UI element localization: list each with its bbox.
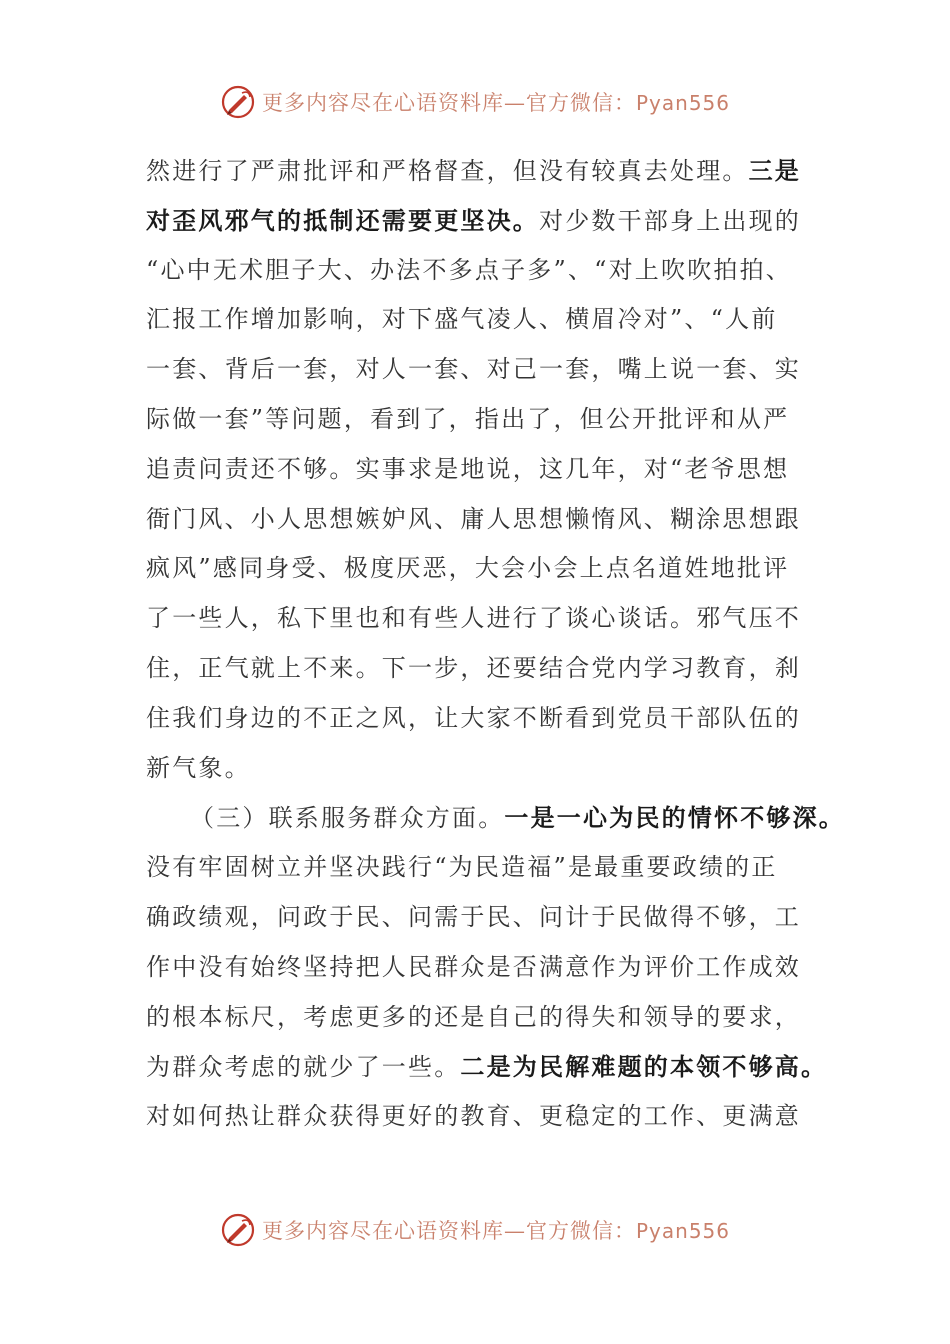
bold-heading: 对歪风邪气的抵制还需要更坚决。	[146, 205, 539, 235]
body-line: 疯风”感同身受、极度厌恶，大会小会上点名道姓地批评	[146, 554, 790, 583]
section-heading-line: （三）联系服务群众方面。一是一心为民的情怀不够深。	[190, 803, 846, 833]
bold-heading: 二是为民解难题的本领不够高。	[460, 1052, 828, 1082]
footer-brand	[262, 1215, 730, 1245]
body-line: 住我们身边的不正之风，让大家不断看到党员干部队伍的	[146, 703, 801, 732]
pen-logo-icon	[220, 1212, 256, 1248]
body-line: 确政绩观，问政于民、问需于民、问计于民做得不够，工	[146, 902, 801, 931]
body-line: 际做一套”等问题，看到了，指出了，但公开批评和从严	[146, 404, 790, 433]
body-line: 没有牢固树立并坚决践行“为民造福”是最重要政绩的正	[146, 853, 778, 882]
header-banner	[0, 80, 950, 124]
body-line: 追责问责还不够。实事求是地说，这几年，对“老爷思想	[146, 454, 790, 483]
header-wechat-id: Pyan556	[635, 91, 730, 115]
body-line: 汇报工作增加影响，对下盛气凌人、横眉冷对”、“人前	[146, 305, 778, 334]
footer-brand-text: 更多内容尽在心语资料库—官方微信：	[261, 1219, 636, 1243]
body-line: 的根本标尺，考虑更多的还是自己的得失和领导的要求，	[146, 1002, 801, 1031]
body-line: 新气象。	[146, 753, 251, 782]
document-body	[146, 146, 846, 1142]
body-line: 住，正气就上不来。下一步，还要结合党内学习教育，刹	[146, 653, 801, 682]
pen-logo-icon	[220, 84, 256, 120]
header-brand-text: 更多内容尽在心语资料库—官方微信：	[261, 91, 636, 115]
header-brand	[262, 87, 730, 117]
body-line: 了一些人，私下里也和有些人进行了谈心谈话。邪气压不	[146, 604, 801, 633]
body-line: “心中无术胆子大、办法不多点子多”、“对上吹吹拍拍、	[146, 255, 793, 284]
body-line: 作中没有始终坚持把人民群众是否满意作为评价工作成效	[146, 952, 801, 981]
body-line: 然进行了严肃批评和严格督查，但没有较真去处理。三是	[146, 156, 802, 185]
body-line: 为群众考虑的就少了一些。二是为民解难题的本领不够高。	[146, 1052, 828, 1082]
body-line: 衙门风、小人思想嫉妒风、庸人思想懒惰风、糊涂思想跟	[146, 504, 801, 533]
body-line: 对如何热让群众获得更好的教育、更稳定的工作、更满意	[146, 1102, 801, 1131]
bold-heading: 一是一心为民的情怀不够深。	[504, 803, 846, 833]
footer-wechat-id: Pyan556	[635, 1219, 730, 1243]
body-line: 一套、背后一套，对人一套、对己一套，嘴上说一套、实	[146, 355, 801, 384]
footer-banner	[0, 1208, 950, 1252]
bold-heading: 三是	[748, 156, 802, 185]
body-line: 对歪风邪气的抵制还需要更坚决。对少数干部身上出现的	[146, 205, 801, 235]
